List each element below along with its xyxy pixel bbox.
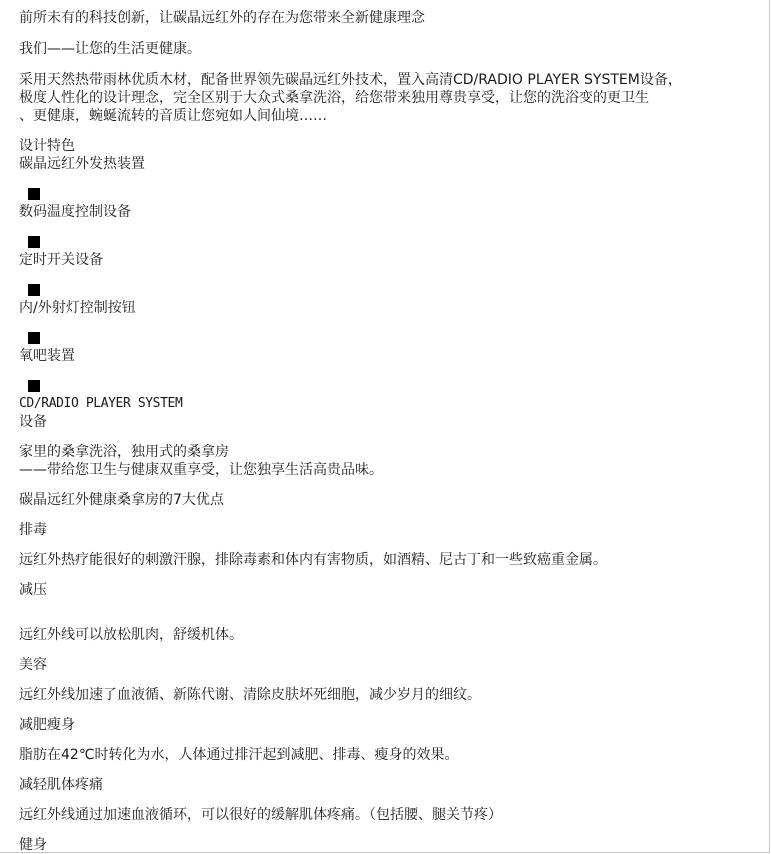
benefit-heading: 减轻肌体疼痛 (19, 777, 103, 793)
benefits-title: 碳晶远红外健康桑拿房的7大优点 (19, 492, 224, 508)
feature-item-6-line-2: 设备 (19, 414, 47, 430)
benefit-text: 远红外线加速了血液循、新陈代谢、清除皮肤坏死细胞，减少岁月的细纹。 (19, 687, 481, 703)
benefit-heading: 减压 (19, 582, 47, 598)
benefit-heading: 排毒 (19, 522, 47, 538)
home-line-1: 家里的桑拿洗浴，独用式的桑拿房 (19, 444, 229, 460)
benefit-text: 远红外线通过加速血液循环，可以很好的缓解肌体疼痛。（包括腰、腿关节疼） (19, 807, 502, 823)
intro-description-line-2: 极度人性化的设计理念，完全区别于大众式桑拿洗浴，给您带来独用尊贵享受，让您的洗浴变的更卫生 (19, 90, 649, 106)
benefit-heading: 健身 (19, 837, 47, 853)
bullet-square-icon (19, 281, 40, 299)
feature-item-6-line-1: CD/RADIO PLAYER SYSTEM (19, 396, 183, 411)
benefit-heading: 减肥瘦身 (19, 717, 75, 733)
intro-headline: 前所未有的科技创新，让碳晶远红外的存在为您带来全新健康理念 (19, 10, 425, 26)
benefit-text: 远红外热疗能很好的刺激汗腺，排除毒素和体内有害物质，如酒精、尼古丁和一些致癌重金属。 (19, 552, 607, 568)
intro-description-line-3: 、更健康，蜿蜒流转的音质让您宛如人间仙境…… (19, 108, 327, 124)
benefit-text: 远红外线可以放松肌肉，舒缓机体。 (19, 627, 243, 643)
feature-item-2: 数码温度控制设备 (19, 204, 131, 220)
intro-slogan: 我们——让您的生活更健康。 (19, 41, 201, 57)
benefit-text: 脂肪在42℃时转化为水，人体通过排汗起到减肥、排毒、瘦身的效果。 (19, 747, 459, 763)
bullet-square-icon (19, 329, 40, 347)
benefit-heading: 美容 (19, 657, 47, 673)
bullet-square-icon (19, 233, 40, 251)
bullet-square-icon (19, 377, 40, 395)
bullet-square-icon (19, 185, 40, 203)
feature-item-4: 内/外射灯控制按钮 (19, 300, 136, 316)
feature-item-3: 定时开关设备 (19, 252, 103, 268)
feature-item-5: 氧吧装置 (19, 348, 75, 364)
features-title: 设计特色 (19, 138, 75, 154)
home-line-2: ——带给您卫生与健康双重享受，让您独享生活高贵品味。 (19, 462, 383, 478)
intro-description-line-1: 采用天然热带雨林优质木材，配备世界领先碳晶远红外技术，置入高清CD/RADIO PLAYER SYSTEM设备， (19, 72, 682, 88)
feature-item-1: 碳晶远红外发热装置 (19, 156, 145, 172)
